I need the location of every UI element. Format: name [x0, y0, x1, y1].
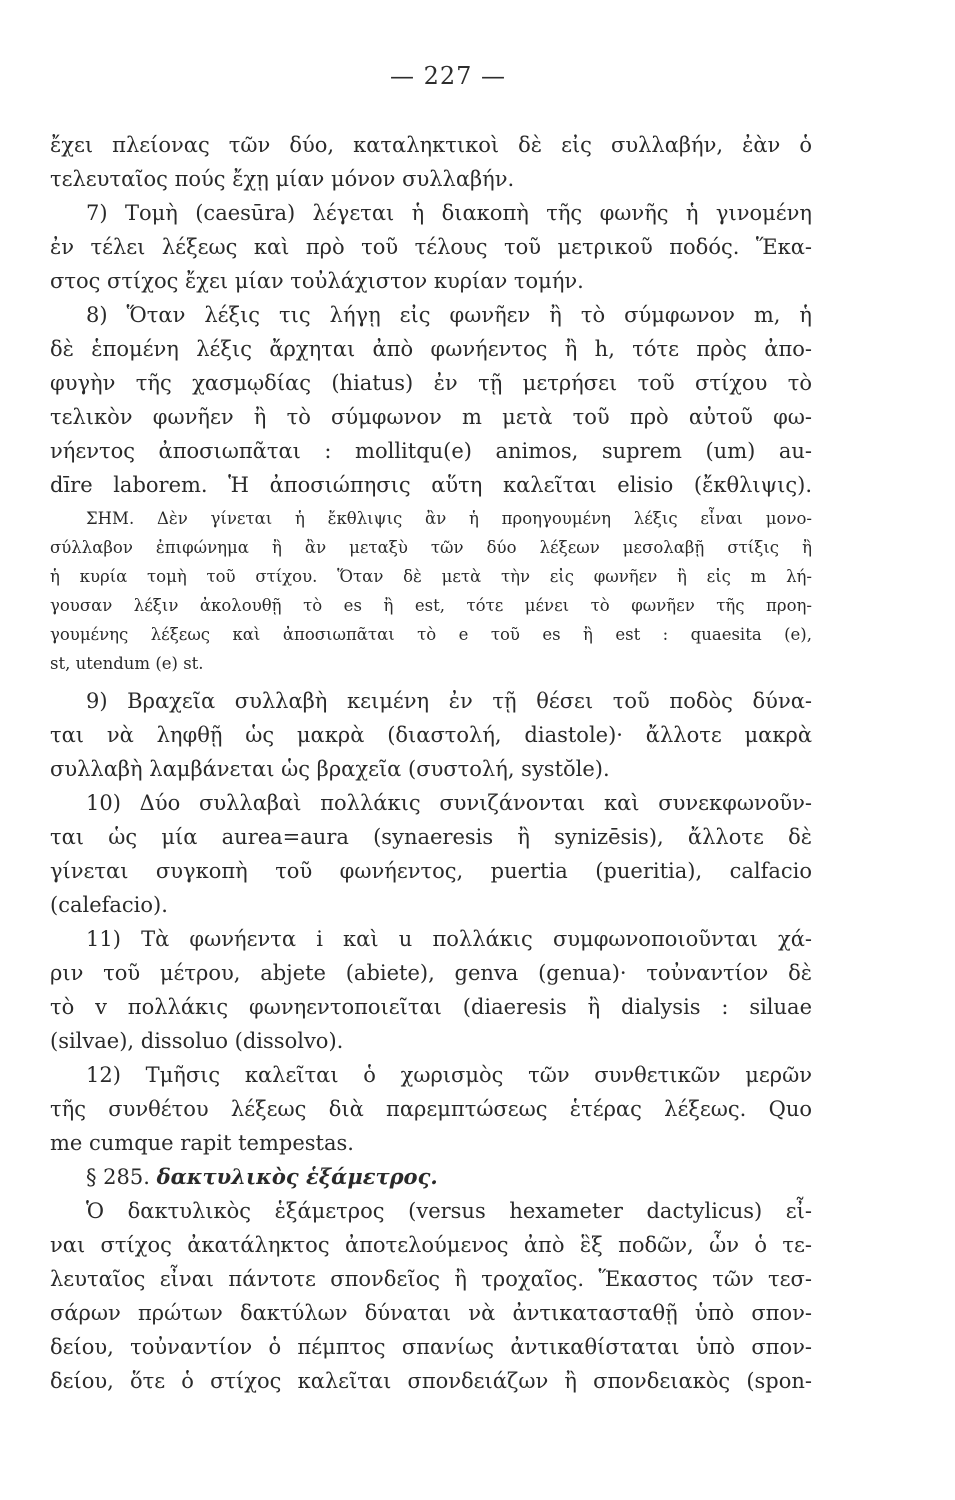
text-line: ριν τοῦ μέτρου, abjete (abiete), genva (genua)· τοὐναντίον δὲ: [50, 961, 812, 985]
text-line: (calefacio).: [50, 893, 168, 917]
text-line: τελικὸν φωνῆεν ἢ τὸ σύμφωνον m μετὰ τοῦ πρὸ αὐτοῦ φω-: [50, 405, 812, 429]
section-number: § 285.: [86, 1165, 150, 1189]
text-line: δείου, ὅτε ὁ στίχος καλεῖται σπονδειάζων ἢ σπονδειακὸς (spon-: [50, 1369, 812, 1393]
note-line: γουμένης λέξεως καὶ ἀποσιωπᾶται τὸ e τοῦ es ἢ est : quaesita (e),: [50, 625, 812, 644]
text-line: me cumque rapit tempestas.: [50, 1131, 354, 1155]
text-line: φυγὴν τῆς χασμῳδίας (hiatus) ἐν τῇ μετρήσει τοῦ στίχου τὸ: [50, 371, 812, 395]
text-line: 12) Τμῆσις καλεῖται ὁ χωρισμὸς τῶν συνθετικῶν μερῶν: [86, 1063, 812, 1087]
text-line: Ὁ δακτυλικὸς ἑξάμετρος (versus hexameter dactylicus) εἶ-: [86, 1199, 812, 1223]
note-line: γουσαν λέξιν ἀκολουθῇ τὸ es ἢ est, τότε μένει τὸ φωνῆεν τῆς προη-: [50, 596, 812, 615]
text-line: (silvae), dissoluo (dissolvo).: [50, 1029, 344, 1053]
text-line: τῆς συνθέτου λέξεως διὰ παρεμπτώσεως ἑτέρας λέξεως. Quo: [50, 1097, 812, 1121]
text-line: ται ὡς μία aurea=aura (synaeresis ἢ synizēsis), ἄλλοτε δὲ: [50, 825, 812, 849]
note-line: ΣΗΜ. Δὲν γίνεται ἡ ἔκθλιψις ἂν ἡ προηγουμένη λέξις εἶναι μονο-: [86, 509, 812, 528]
section-title: δακτυλικὸς ἑξάμετρος.: [156, 1164, 438, 1189]
text-line: 8) Ὅταν λέξις τις λήγῃ εἰς φωνῆεν ἢ τὸ σύμφωνον m, ἡ: [86, 303, 812, 327]
text-line: 10) Δύο συλλαβαὶ πολλάκις συνιζάνονται καὶ συνεκφωνοῦν-: [86, 791, 812, 815]
text-line: στος στίχος ἔχει μίαν τοὐλάχιστον κυρίαν τομήν.: [50, 269, 584, 293]
text-line: συλλαβὴ λαμβάνεται ὡς βραχεῖα (συστολή, systŏle).: [50, 757, 610, 781]
text-line: dīre laborem. Ἡ ἀποσιώπησις αὕτη καλεῖται elisio (ἔκθλιψις).: [50, 473, 812, 497]
text-line: τελευταῖος πούς ἔχῃ μίαν μόνον συλλαβήν.: [50, 167, 515, 191]
note-block: [50, 504, 812, 678]
note-line: ἡ κυρία τομὴ τοῦ στίχου. Ὅταν δὲ μετὰ τὴν εἰς φωνῆεν ἢ εἰς m λή-: [50, 567, 812, 586]
note-line: st, utendum (e) st.: [50, 654, 204, 673]
text-line: σάρων πρώτων δακτύλων δύναται νὰ ἀντικατασταθῇ ὑπὸ σπον-: [50, 1301, 812, 1325]
text-line: λευταῖος εἶναι πάντοτε σπονδεῖος ἢ τροχαῖος. Ἕκαστος τῶν τεσ-: [50, 1267, 812, 1291]
text-line: νήεντος ἀποσιωπᾶται : mollitqu(e) animos, suprem (um) au-: [50, 439, 812, 463]
text-line: δείου, τοὐναντίον ὁ πέμπτος σπανίως ἀντικαθίσταται ὑπὸ σπον-: [50, 1335, 812, 1359]
text-line: 11) Τὰ φωνήεντα i καὶ u πολλάκις συμφωνοποιοῦνται χά-: [86, 927, 812, 951]
text-line: ται νὰ ληφθῇ ὡς μακρὰ (διαστολή, diastole)· ἄλλοτε μακρὰ: [50, 723, 812, 747]
body-text: [50, 128, 812, 1398]
section-heading: [50, 1160, 812, 1194]
text-line: ἐν τέλει λέξεως καὶ πρὸ τοῦ τέλους τοῦ μετρικοῦ ποδός. Ἕκα-: [50, 235, 812, 259]
text-line: ναι στίχος ἀκατάληκτος ἀποτελούμενος ἀπὸ ἓξ ποδῶν, ὧν ὁ τε-: [50, 1233, 812, 1257]
text-line: δὲ ἑπομένη λέξις ἄρχηται ἀπὸ φωνήεντος ἢ h, τότε πρὸς ἀπο-: [50, 337, 812, 361]
note-line: σύλλαβον ἐπιφώνημα ἢ ἂν μεταξὺ τῶν δύο λέξεων μεσολαβῇ στίξις ἢ: [50, 538, 812, 557]
text-line: 7) Τομὴ (caesūra) λέγεται ἡ διακοπὴ τῆς φωνῆς ἡ γινομένη: [86, 201, 812, 225]
text-line: τὸ v πολλάκις φωνηεντοποιεῖται (diaeresis ἢ dialysis : siluae: [50, 995, 812, 1019]
text-line: γίνεται συγκοπὴ τοῦ φωνήεντος, puertia (pueritia), calfacio: [50, 859, 812, 883]
page-number: — 227 —: [389, 62, 507, 90]
text-line: 9) Βραχεῖα συλλαβὴ κειμένη ἐν τῇ θέσει τοῦ ποδὸς δύνα-: [86, 689, 812, 713]
text-line: ἔχει πλείονας τῶν δύο, καταληκτικοὶ δὲ εἰς συλλαβήν, ἐὰν ὁ: [50, 133, 812, 157]
